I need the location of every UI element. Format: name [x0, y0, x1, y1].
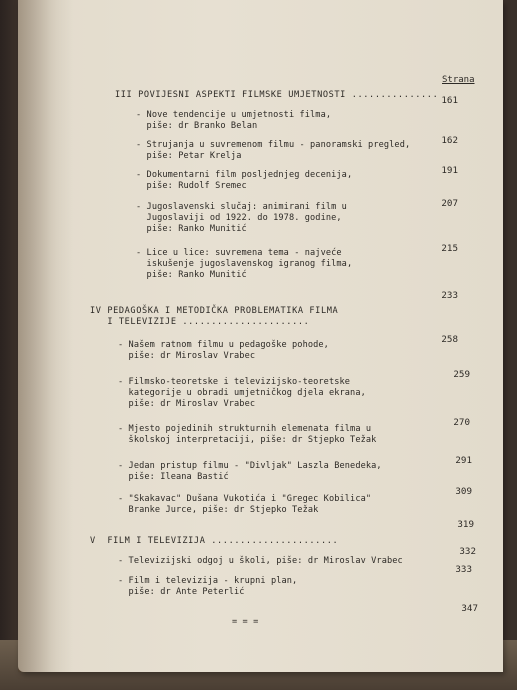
toc-entry-line: piše: Petar Krelja	[136, 151, 242, 161]
toc-entry-line: - Filmsko-teoretske i televizijsko-teoretske	[118, 377, 351, 387]
section-heading: III POVIJESNI ASPEKTI FILMSKE UMJETNOSTI ...............	[115, 90, 439, 100]
page-number: 270	[453, 417, 470, 428]
page-number: 215	[441, 243, 458, 254]
toc-entry-line: - Televizijski odgoj u školi, piše: dr Miroslav Vrabec	[118, 556, 403, 566]
section-heading: IV PEDAGOŠKA I METODIČKA PROBLEMATIKA FILMA	[90, 306, 339, 316]
toc-entry-line: - Strujanja u suvremenom filmu - panoramski pregled,	[136, 140, 411, 150]
toc-entry-line: - Film i televizija - krupni plan,	[118, 576, 298, 586]
toc-entry-line: - Mjesto pojedinih strukturnih elemenata filma u	[118, 424, 372, 434]
page-number: 309	[455, 486, 472, 497]
section-heading: V FILM I TELEVIZIJA ......................	[90, 536, 339, 546]
toc-entry-line: - Nove tendencije u umjetnosti filma,	[136, 110, 332, 120]
toc-entry-line: - Našem ratnom filmu u pedagoške pohode,	[118, 340, 329, 350]
page-number: 319	[457, 519, 474, 530]
toc-entry-line: kategorije u obradi umjetničkog djela ekrana,	[118, 388, 366, 398]
page-gutter-shadow	[18, 0, 73, 672]
page-number: 162	[441, 135, 458, 146]
page-number: 347	[461, 603, 478, 614]
toc-entry-line: piše: dr Branko Belan	[136, 121, 258, 131]
toc-entry-line: iskušenje jugoslavenskog igranog filma,	[136, 259, 353, 269]
toc-entry-line: piše: dr Miroslav Vrabec	[118, 399, 256, 409]
column-header-strana: Strana	[442, 75, 475, 85]
section-heading: I TELEVIZIJE ......................	[90, 317, 310, 327]
page-number: 258	[441, 334, 458, 345]
toc-entry-line: Branke Jurce, piše: dr Stjepko Težak	[118, 505, 319, 515]
page-number: 332	[459, 546, 476, 557]
toc-entry-line: - Lice u lice: suvremena tema - najveće	[136, 248, 342, 258]
page-number: 233	[441, 290, 458, 301]
toc-entry-line: Jugoslaviji od 1922. do 1978. godine,	[136, 213, 342, 223]
page-number: 259	[453, 369, 470, 380]
page-number: 207	[441, 198, 458, 209]
toc-entry-line: piše: dr Miroslav Vrabec	[118, 351, 256, 361]
toc-entry-line: piše: Ranko Munitić	[136, 224, 247, 234]
toc-entry-line: - Jugoslavenski slučaj: animirani film u	[136, 202, 347, 212]
toc-entry-line: piše: Ileana Bastić	[118, 472, 229, 482]
page-number: 161	[441, 95, 458, 106]
page-number: 191	[441, 165, 458, 176]
toc-entry-line: školskoj interpretaciji, piše: dr Stjepko Težak	[118, 435, 377, 445]
toc-entry-line: - "Skakavac" Dušana Vukotića i "Gregec Kobilica"	[118, 494, 372, 504]
page-number: 291	[455, 455, 472, 466]
toc-entry-line: - Dokumentarni film posljednjeg decenija,	[136, 170, 353, 180]
document-page	[18, 0, 503, 672]
page-number: 333	[455, 564, 472, 575]
toc-entry-line: piše: dr Ante Peterlić	[118, 587, 245, 597]
toc-entry-line: - Jedan pristup filmu - "Divljak" Laszla Benedeka,	[118, 461, 382, 471]
toc-entry-line: piše: Ranko Munitić	[136, 270, 247, 280]
toc-entry-line: piše: Rudolf Sremec	[136, 181, 247, 191]
closing-mark: = = =	[232, 617, 259, 627]
